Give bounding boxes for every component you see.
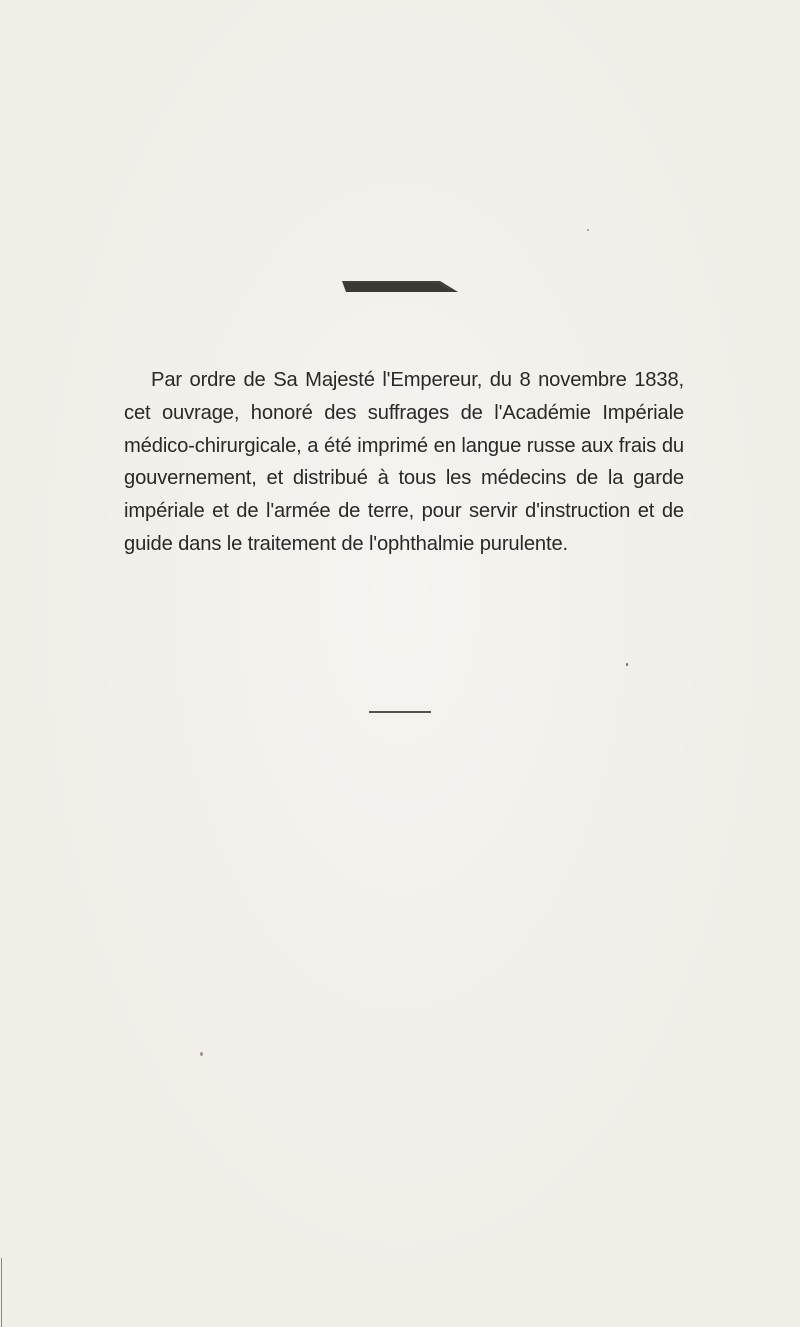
printing-note-paragraph: Par ordre de Sa Majesté l'Empereur, du 8 novembre 1838, cet ouvrage, honoré des suffrages de l'Académie Impériale médico-chirurgicale, a été imprimé en langue russe aux frais du gouvernement, et distribué à tous les médecins de la garde impériale et de l'armée de terre, pour servir d'instruction et de guide dans le traitement de l'ophthalmie purulente. (124, 369, 684, 555)
speck (587, 229, 589, 231)
printing-note (124, 364, 684, 561)
divider-rule (369, 711, 431, 713)
ornamental-rule (342, 279, 458, 293)
speck (626, 663, 628, 666)
speck (200, 1052, 203, 1056)
page-edge (1, 1258, 2, 1327)
